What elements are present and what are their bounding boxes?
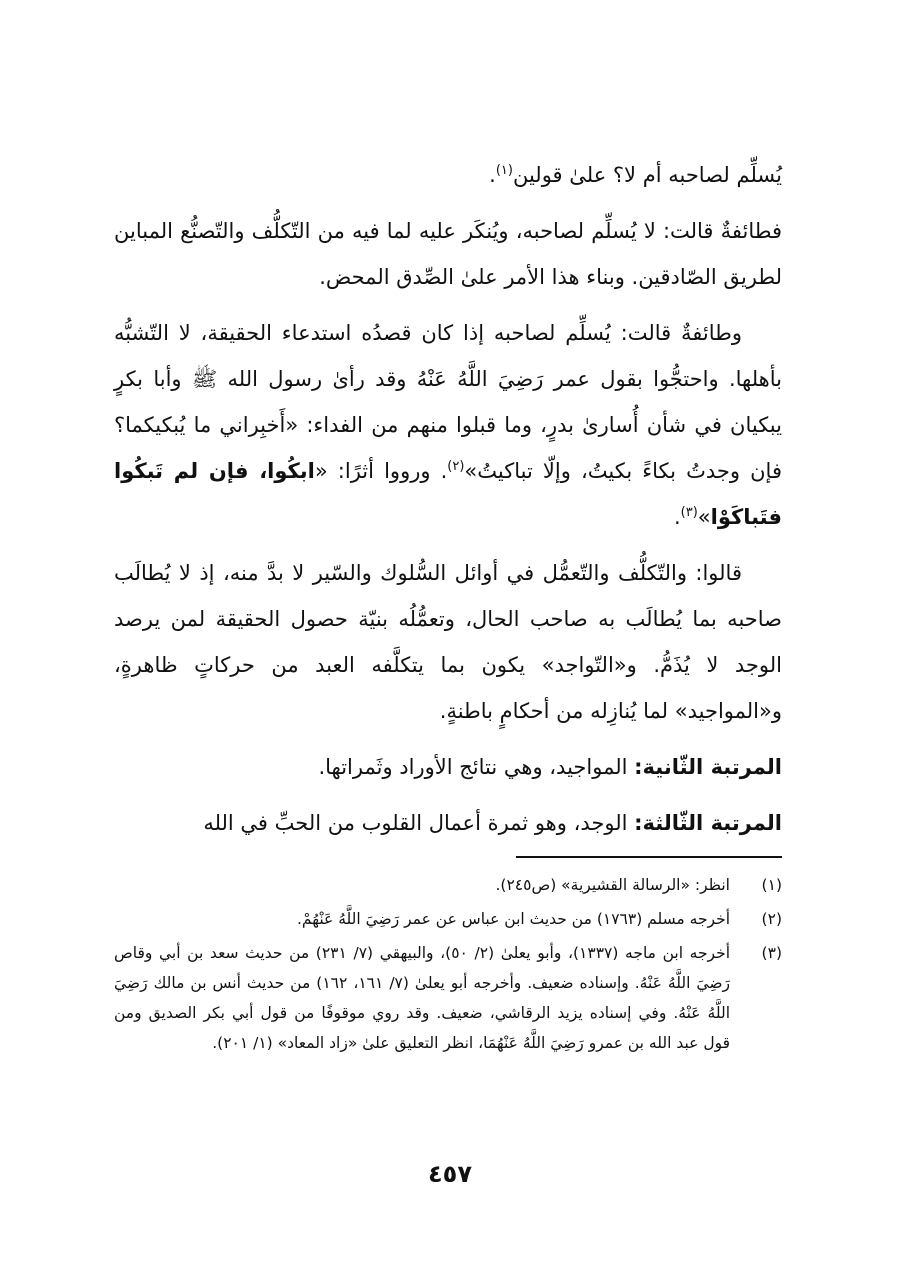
footnote-ref-3: (٣) [680, 505, 698, 520]
rank-2-title: المرتبة الثّانية: [634, 755, 782, 779]
footnote-3 [114, 938, 782, 1058]
rank-3 [114, 800, 782, 846]
footnote-ref-2: (٢) [447, 459, 465, 474]
footnote-text: أخرجه ابن ماجه (١٣٣٧)، وأبو يعلىٰ (٢/ ٥٠)، والبيهقي (٧/ ٢٣١) من حديث سعد بن أبي وقاص رَضِيَ اللَّهُ عَنْهُ. وإسناده ضعيف. وأخرجه أبو يعلىٰ (٧/ ١٦١، ١٦٢) من حديث أنس بن مالك رَضِيَ اللَّهُ عَنْهُ. وفي إسناده يزيد الرقاشي، ضعيف. وقد روي موقوفًا من قول أبي بكر الصديق ومن قول عبد الله بن عمرو رَضِيَ اللَّهُ عَنْهُمَا، انظر التعليق علىٰ «زاد المعاد» (١/ ٢٠١). [114, 944, 730, 1052]
footnote-number: (٢) [761, 910, 782, 928]
footnote-number: (١) [761, 876, 782, 894]
footnote-number: (٣) [761, 944, 782, 962]
main-text [114, 152, 782, 856]
footnote-text: أخرجه مسلم (١٧٦٣) من حديث ابن عباس عن عمر رَضِيَ اللَّهُ عَنْهُمْ. [296, 910, 730, 928]
footnote-2 [114, 904, 782, 934]
rank-2 [114, 744, 782, 790]
footnote-1 [114, 870, 782, 900]
page-number: ٤٥٧ [428, 1160, 472, 1188]
rank-2-text: المواجيد، وهي نتائج الأوراد وثَمراتها. [318, 755, 635, 779]
paragraph-1: يُسلِّم لصاحبه أم لا؟ علىٰ قولين$^{(١)}$. [489, 163, 782, 187]
footnote-text: انظر: «الرسالة القشيرية» (ص٢٤٥). [495, 876, 730, 894]
paragraph-3: وطائفةٌ قالت: يُسلِّم لصاحبه إذا كان قصدُه استدعاء الحقيقة، لا التّشبُّه بأهلها. واحتجُّوا بقول عمر رَضِيَ اللَّهُ عَنْهُ وقد رأىٰ رسول الله ﷺ وأبا بكرٍ يبكيان في شأن أُسارىٰ بدرٍ، وما قبلوا منهم من الفداء: «أَخبِراني ما يُبكيكما؟ فإن وجدتُ بكاءً بكيتُ، وإلّا تباكيتُ»$^{(٢)}$. ورووا أثرًا: «ابكُوا، فإن لم تَبكُوا فتَباكَوْا»$^{(٣)}$. [114, 321, 782, 529]
paragraph-4: قالوا: والتّكلُّف والتّعمُّل في أوائل السُّلوك والسّير لا بدَّ منه، إذ لا يُطالَب صاحبه بما يُطالَب به صاحب الحال، وتعمُّلُه بنيّة حصول الحقيقة لمن يرصد الوجد لا يُذَمُّ. و«التّواجد» يكون بما يتكلَّفه العبد من حركاتٍ ظاهرةٍ، و«المواجيد» لما يُنازِله من أحكامٍ باطنةٍ. [114, 561, 782, 723]
footnotes [114, 870, 782, 1062]
footnote-ref-1: (١) [495, 163, 513, 178]
paragraph-2: فطائفةٌ قالت: لا يُسلِّم لصاحبه، ويُنكَر عليه لما فيه من التّكلُّف والتّصنُّع المباين لطريق الصّادقين. وبناء هذا الأمر علىٰ الصِّدق المحض. [114, 219, 782, 289]
rank-3-text: الوجد، وهو ثمرة أعمال القلوب من الحبِّ في الله [203, 811, 635, 835]
rank-3-title: المرتبة الثّالثة: [634, 811, 782, 835]
hadith-quote: ابكُوا، فإن لم تَبكُوا فتَباكَوْا [114, 459, 782, 529]
footnote-divider [516, 856, 782, 858]
